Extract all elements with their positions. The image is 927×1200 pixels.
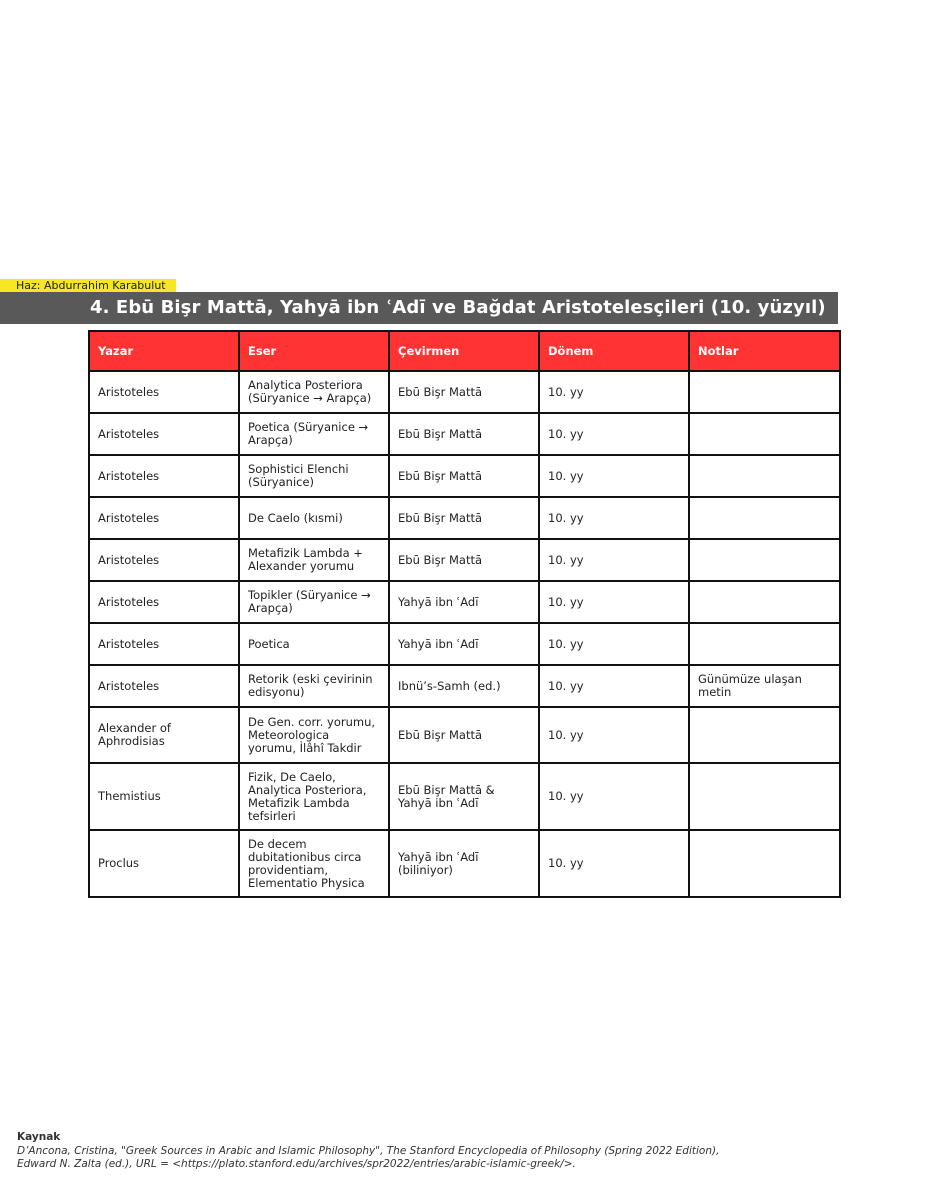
cell-donem: 10. yy: [539, 497, 689, 539]
cell-notlar: [689, 623, 840, 665]
column-header-yazar: Yazar: [89, 331, 239, 371]
table-row: [89, 665, 840, 707]
table-row: [89, 455, 840, 497]
cell-yazar: Themistius: [89, 763, 239, 830]
cell-cevirmen: Ebū Bişr Mattā: [389, 371, 539, 413]
cell-notlar: [689, 581, 840, 623]
cell-cevirmen: Ebū Bişr Mattā: [389, 455, 539, 497]
cell-notlar: [689, 763, 840, 830]
cell-cevirmen: Ebū Bişr Mattā: [389, 497, 539, 539]
cell-donem: 10. yy: [539, 665, 689, 707]
cell-donem: 10. yy: [539, 455, 689, 497]
author-tag: Haz: Abdurrahim Karabulut: [0, 279, 176, 293]
cell-cevirmen: Ebū Bişr Mattā: [389, 707, 539, 763]
table-row: [89, 371, 840, 413]
cell-yazar: Aristoteles: [89, 581, 239, 623]
cell-notlar: Günümüze ulaşan metin: [689, 665, 840, 707]
cell-notlar: [689, 371, 840, 413]
cell-notlar: [689, 455, 840, 497]
cell-donem: 10. yy: [539, 539, 689, 581]
translations-table: [88, 330, 841, 898]
source-heading: Kaynak: [17, 1131, 61, 1143]
cell-yazar: Aristoteles: [89, 623, 239, 665]
cell-eser: Analytica Posteriora (Süryanice → Arapça): [239, 371, 389, 413]
cell-notlar: [689, 707, 840, 763]
cell-donem: 10. yy: [539, 763, 689, 830]
cell-eser: Metafizik Lambda + Alexander yorumu: [239, 539, 389, 581]
table-header-row: [89, 331, 840, 371]
column-header-eser: Eser: [239, 331, 389, 371]
column-header-notlar: Notlar: [689, 331, 840, 371]
cell-yazar: Proclus: [89, 830, 239, 897]
cell-donem: 10. yy: [539, 830, 689, 897]
cell-yazar: Aristoteles: [89, 413, 239, 455]
column-header-donem: Dönem: [539, 331, 689, 371]
cell-yazar: Aristoteles: [89, 455, 239, 497]
cell-eser: Poetica (Süryanice → Arapça): [239, 413, 389, 455]
cell-yazar: Aristoteles: [89, 497, 239, 539]
cell-donem: 10. yy: [539, 413, 689, 455]
cell-eser: Retorik (eski çevirinin edisyonu): [239, 665, 389, 707]
table-row: [89, 830, 840, 897]
table-row: [89, 497, 840, 539]
cell-eser: De Caelo (kısmi): [239, 497, 389, 539]
cell-notlar: [689, 539, 840, 581]
cell-eser: De Gen. corr. yorumu, Meteorologica yorumu, İlâhî Takdir: [239, 707, 389, 763]
section-title: 4. Ebū Bişr Mattā, Yahyā ibn ʿAdī ve Bağdat Aristotelesçileri (10. yüzyıl): [0, 292, 838, 324]
source-citation: D’Ancona, Cristina, "Greek Sources in Arabic and Islamic Philosophy", The Stanford Encyclopedia of Philosophy (Spring 2022 Edition), Edward N. Zalta (ed.), URL = <https://plato.stanford.edu/archives/spr2022/entries/arabic-islamic-greek/>.: [17, 1144, 720, 1170]
cell-donem: 10. yy: [539, 371, 689, 413]
table-row: [89, 763, 840, 830]
cell-eser: Fizik, De Caelo, Analytica Posteriora, Metafizik Lambda tefsirleri: [239, 763, 389, 830]
cell-cevirmen: Yahyā ibn ʿAdī: [389, 623, 539, 665]
cell-yazar: Alexander of Aphrodisias: [89, 707, 239, 763]
cell-yazar: Aristoteles: [89, 371, 239, 413]
cell-yazar: Aristoteles: [89, 665, 239, 707]
cell-donem: 10. yy: [539, 581, 689, 623]
cell-notlar: [689, 497, 840, 539]
table-row: [89, 623, 840, 665]
cell-cevirmen: Ebū Bişr Mattā: [389, 413, 539, 455]
cell-cevirmen: Ebū Bişr Mattā: [389, 539, 539, 581]
table-row: [89, 539, 840, 581]
table-row: [89, 413, 840, 455]
cell-eser: Poetica: [239, 623, 389, 665]
cell-cevirmen: Yahyā ibn ʿAdī: [389, 581, 539, 623]
column-header-cevirmen: Çevirmen: [389, 331, 539, 371]
cell-yazar: Aristoteles: [89, 539, 239, 581]
table-row: [89, 707, 840, 763]
source-note: [17, 1131, 737, 1172]
cell-eser: Topikler (Süryanice → Arapça): [239, 581, 389, 623]
cell-eser: De decem dubitationibus circa providentiam, Elementatio Physica: [239, 830, 389, 897]
cell-donem: 10. yy: [539, 707, 689, 763]
cell-cevirmen: Ibnü’s-Samh (ed.): [389, 665, 539, 707]
cell-cevirmen: Yahyā ibn ʿAdī (biliniyor): [389, 830, 539, 897]
cell-notlar: [689, 413, 840, 455]
cell-eser: Sophistici Elenchi (Süryanice): [239, 455, 389, 497]
cell-cevirmen: Ebū Bişr Mattā & Yahyā ibn ʿAdī: [389, 763, 539, 830]
cell-notlar: [689, 830, 840, 897]
cell-donem: 10. yy: [539, 623, 689, 665]
table-row: [89, 581, 840, 623]
